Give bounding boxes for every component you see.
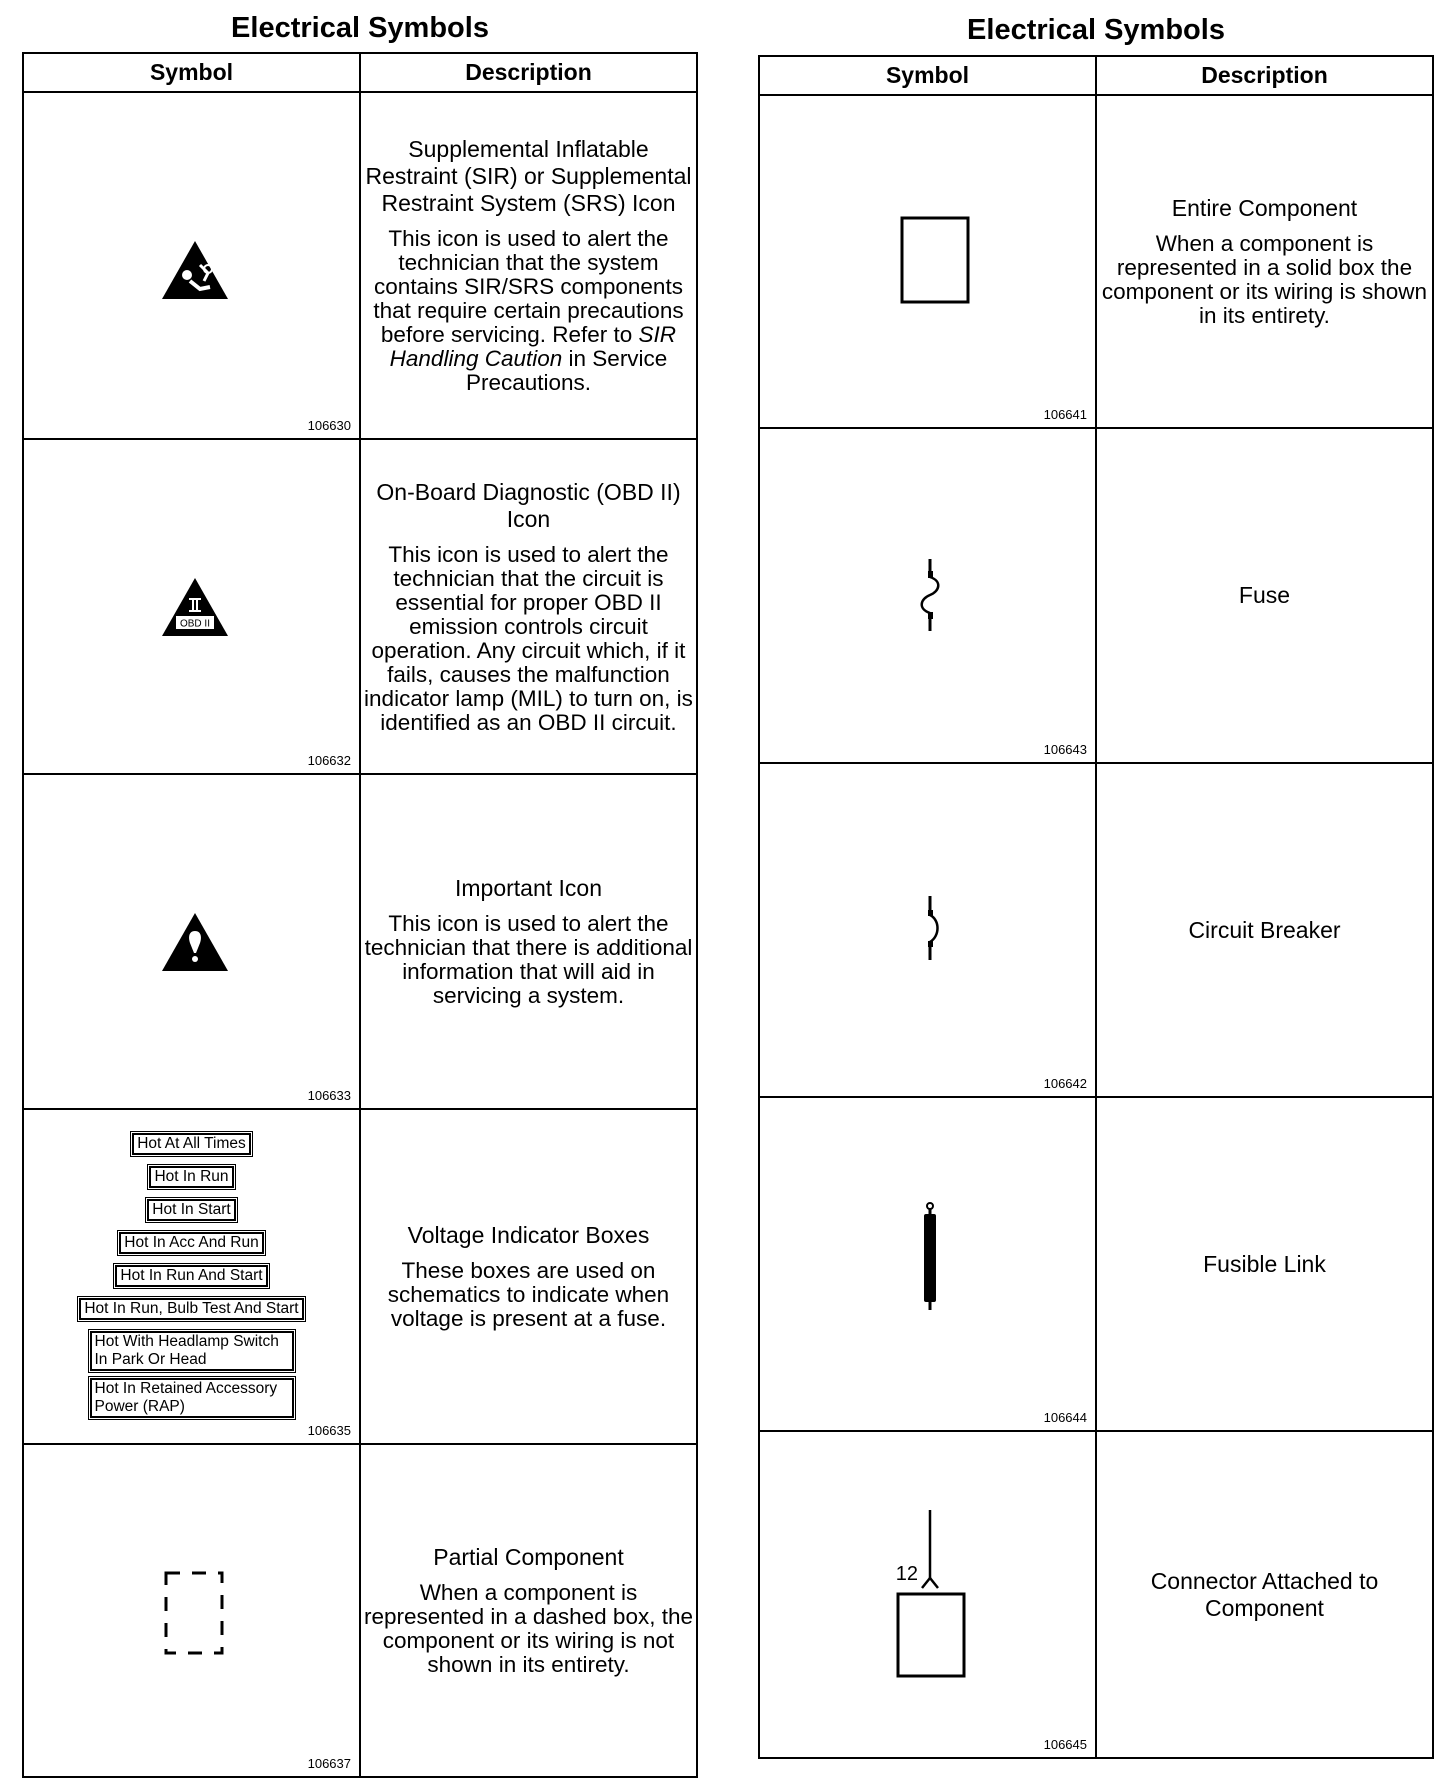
symbol-description: These boxes are used on schematics to indicate when voltage is present at a fuse. — [387, 1258, 670, 1331]
symbol-title: Voltage Indicator Boxes — [407, 1222, 650, 1248]
symbol-title: Fuse — [1238, 582, 1291, 608]
figure-number: 106633 — [307, 1088, 351, 1103]
symbol-description: This icon is used to alert the technician that there is additional information that will aid in servicing a system. — [364, 911, 693, 1008]
description-cell — [1096, 763, 1433, 1097]
symbol-cell — [759, 428, 1096, 763]
table-row — [759, 763, 1433, 1097]
symbol-cell — [759, 1431, 1096, 1758]
voltage-indicator-box: Hot In Run, Bulb Test And Start — [79, 1298, 303, 1320]
description-text: in Service Precautions. — [465, 346, 668, 395]
symbol-cell — [23, 1109, 360, 1444]
obd-icon-label: OBD II — [179, 618, 211, 630]
symbol-cell — [759, 1097, 1096, 1431]
voltage-indicator-box: Hot In Run — [149, 1166, 233, 1188]
fuse-symbol — [910, 555, 950, 635]
symbols-table — [22, 52, 698, 1778]
fusible-link-symbol — [910, 1198, 950, 1318]
figure-number: 106644 — [1043, 1410, 1087, 1425]
panel-title: Electrical Symbols — [967, 14, 1225, 46]
table-row — [23, 1109, 697, 1444]
table-row — [759, 1431, 1433, 1758]
symbol-title: Connector Attached to Component — [1150, 1567, 1379, 1621]
left-symbols-panel — [22, 0, 698, 1778]
description-cell — [1096, 95, 1433, 428]
connector-attached-to-component-symbol — [878, 1508, 988, 1684]
symbol-description: This icon is used to alert the technician that the circuit is essential for proper OBD II emission controls circuit operation. Any circuit which, if it fails, causes the malfunction indicator lamp (MIL) to turn on, is identified as an OBD II circuit. — [364, 541, 693, 735]
voltage-indicator-box: Hot At All Times — [132, 1133, 251, 1155]
description-text: This icon is used to alert the technician that the system contains SIR/SRS components that require certain precautions before servicing. Refer to — [373, 226, 684, 347]
voltage-indicator-box: Hot In Acc And Run — [119, 1232, 263, 1254]
symbol-title: Partial Component — [433, 1544, 624, 1570]
symbol-cell — [23, 774, 360, 1109]
description-cell — [360, 92, 697, 439]
symbol-description — [361, 227, 696, 395]
voltage-indicator-box-list — [24, 1128, 359, 1420]
figure-number: 106635 — [307, 1423, 351, 1438]
table-row — [23, 92, 697, 439]
entire-component-solid-box-symbol — [890, 208, 970, 308]
table-row — [23, 439, 697, 774]
figure-number: 106632 — [307, 753, 351, 768]
column-header-symbol: Symbol — [759, 56, 1096, 95]
obd-ii-icon — [160, 576, 230, 638]
figure-number: 106637 — [307, 1756, 351, 1771]
reference-link-text: SIR Handling Caution — [389, 322, 677, 371]
figure-number: 106643 — [1043, 742, 1087, 757]
symbol-title: On-Board Diagnostic (OBD II) Icon — [376, 478, 681, 532]
description-cell — [360, 1444, 697, 1777]
symbol-description: When a component is represented in a solid box the component or its wiring is shown in its entirety. — [1101, 231, 1428, 328]
circuit-breaker-symbol — [910, 890, 950, 970]
voltage-indicator-box: Hot With Headlamp Switch In Park Or Head — [90, 1331, 294, 1371]
voltage-indicator-box: Hot In Run And Start — [115, 1265, 267, 1287]
voltage-indicator-box: Hot In Retained Accessory Power (RAP) — [90, 1378, 294, 1418]
table-header-row — [759, 56, 1433, 95]
description-cell — [360, 774, 697, 1109]
description-cell — [360, 1109, 697, 1444]
description-cell — [1096, 428, 1433, 763]
panel-title: Electrical Symbols — [231, 12, 489, 44]
symbol-title: Circuit Breaker — [1188, 916, 1341, 943]
description-cell — [1096, 1431, 1433, 1758]
column-header-description: Description — [1096, 56, 1433, 95]
important-warning-icon — [160, 911, 230, 973]
figure-number: 106641 — [1043, 407, 1087, 422]
figure-number: 106645 — [1043, 1737, 1087, 1752]
figure-number: 106642 — [1043, 1076, 1087, 1091]
table-header-row — [23, 53, 697, 92]
voltage-indicator-box: Hot In Start — [147, 1199, 235, 1221]
symbol-cell — [759, 763, 1096, 1097]
sir-airbag-warning-icon — [160, 239, 230, 301]
table-row — [759, 1097, 1433, 1431]
symbol-cell — [23, 439, 360, 774]
symbol-cell — [23, 1444, 360, 1777]
table-row — [759, 428, 1433, 763]
column-header-symbol: Symbol — [23, 53, 360, 92]
description-cell — [360, 439, 697, 774]
partial-component-dashed-box-symbol — [154, 1563, 234, 1663]
symbol-title: Supplemental Inflatable Restraint (SIR) or Supplemental Restraint System (SRS) Icon — [365, 136, 692, 216]
column-header-description: Description — [360, 53, 697, 92]
table-row — [23, 774, 697, 1109]
description-cell — [1096, 1097, 1433, 1431]
right-symbols-panel — [758, 0, 1434, 1759]
table-row — [759, 95, 1433, 428]
symbols-table — [758, 55, 1434, 1759]
symbol-title: Important Icon — [454, 875, 603, 901]
symbol-title: Fusible Link — [1203, 1250, 1326, 1277]
connector-pin-number: 12 — [895, 1563, 918, 1585]
symbol-cell — [759, 95, 1096, 428]
symbol-title: Entire Component — [1171, 195, 1358, 221]
symbol-cell — [23, 92, 360, 439]
symbol-description: When a component is represented in a dashed box, the component or its wiring is not shown in its entirety. — [364, 1580, 693, 1677]
table-row — [23, 1444, 697, 1777]
figure-number: 106630 — [307, 418, 351, 433]
